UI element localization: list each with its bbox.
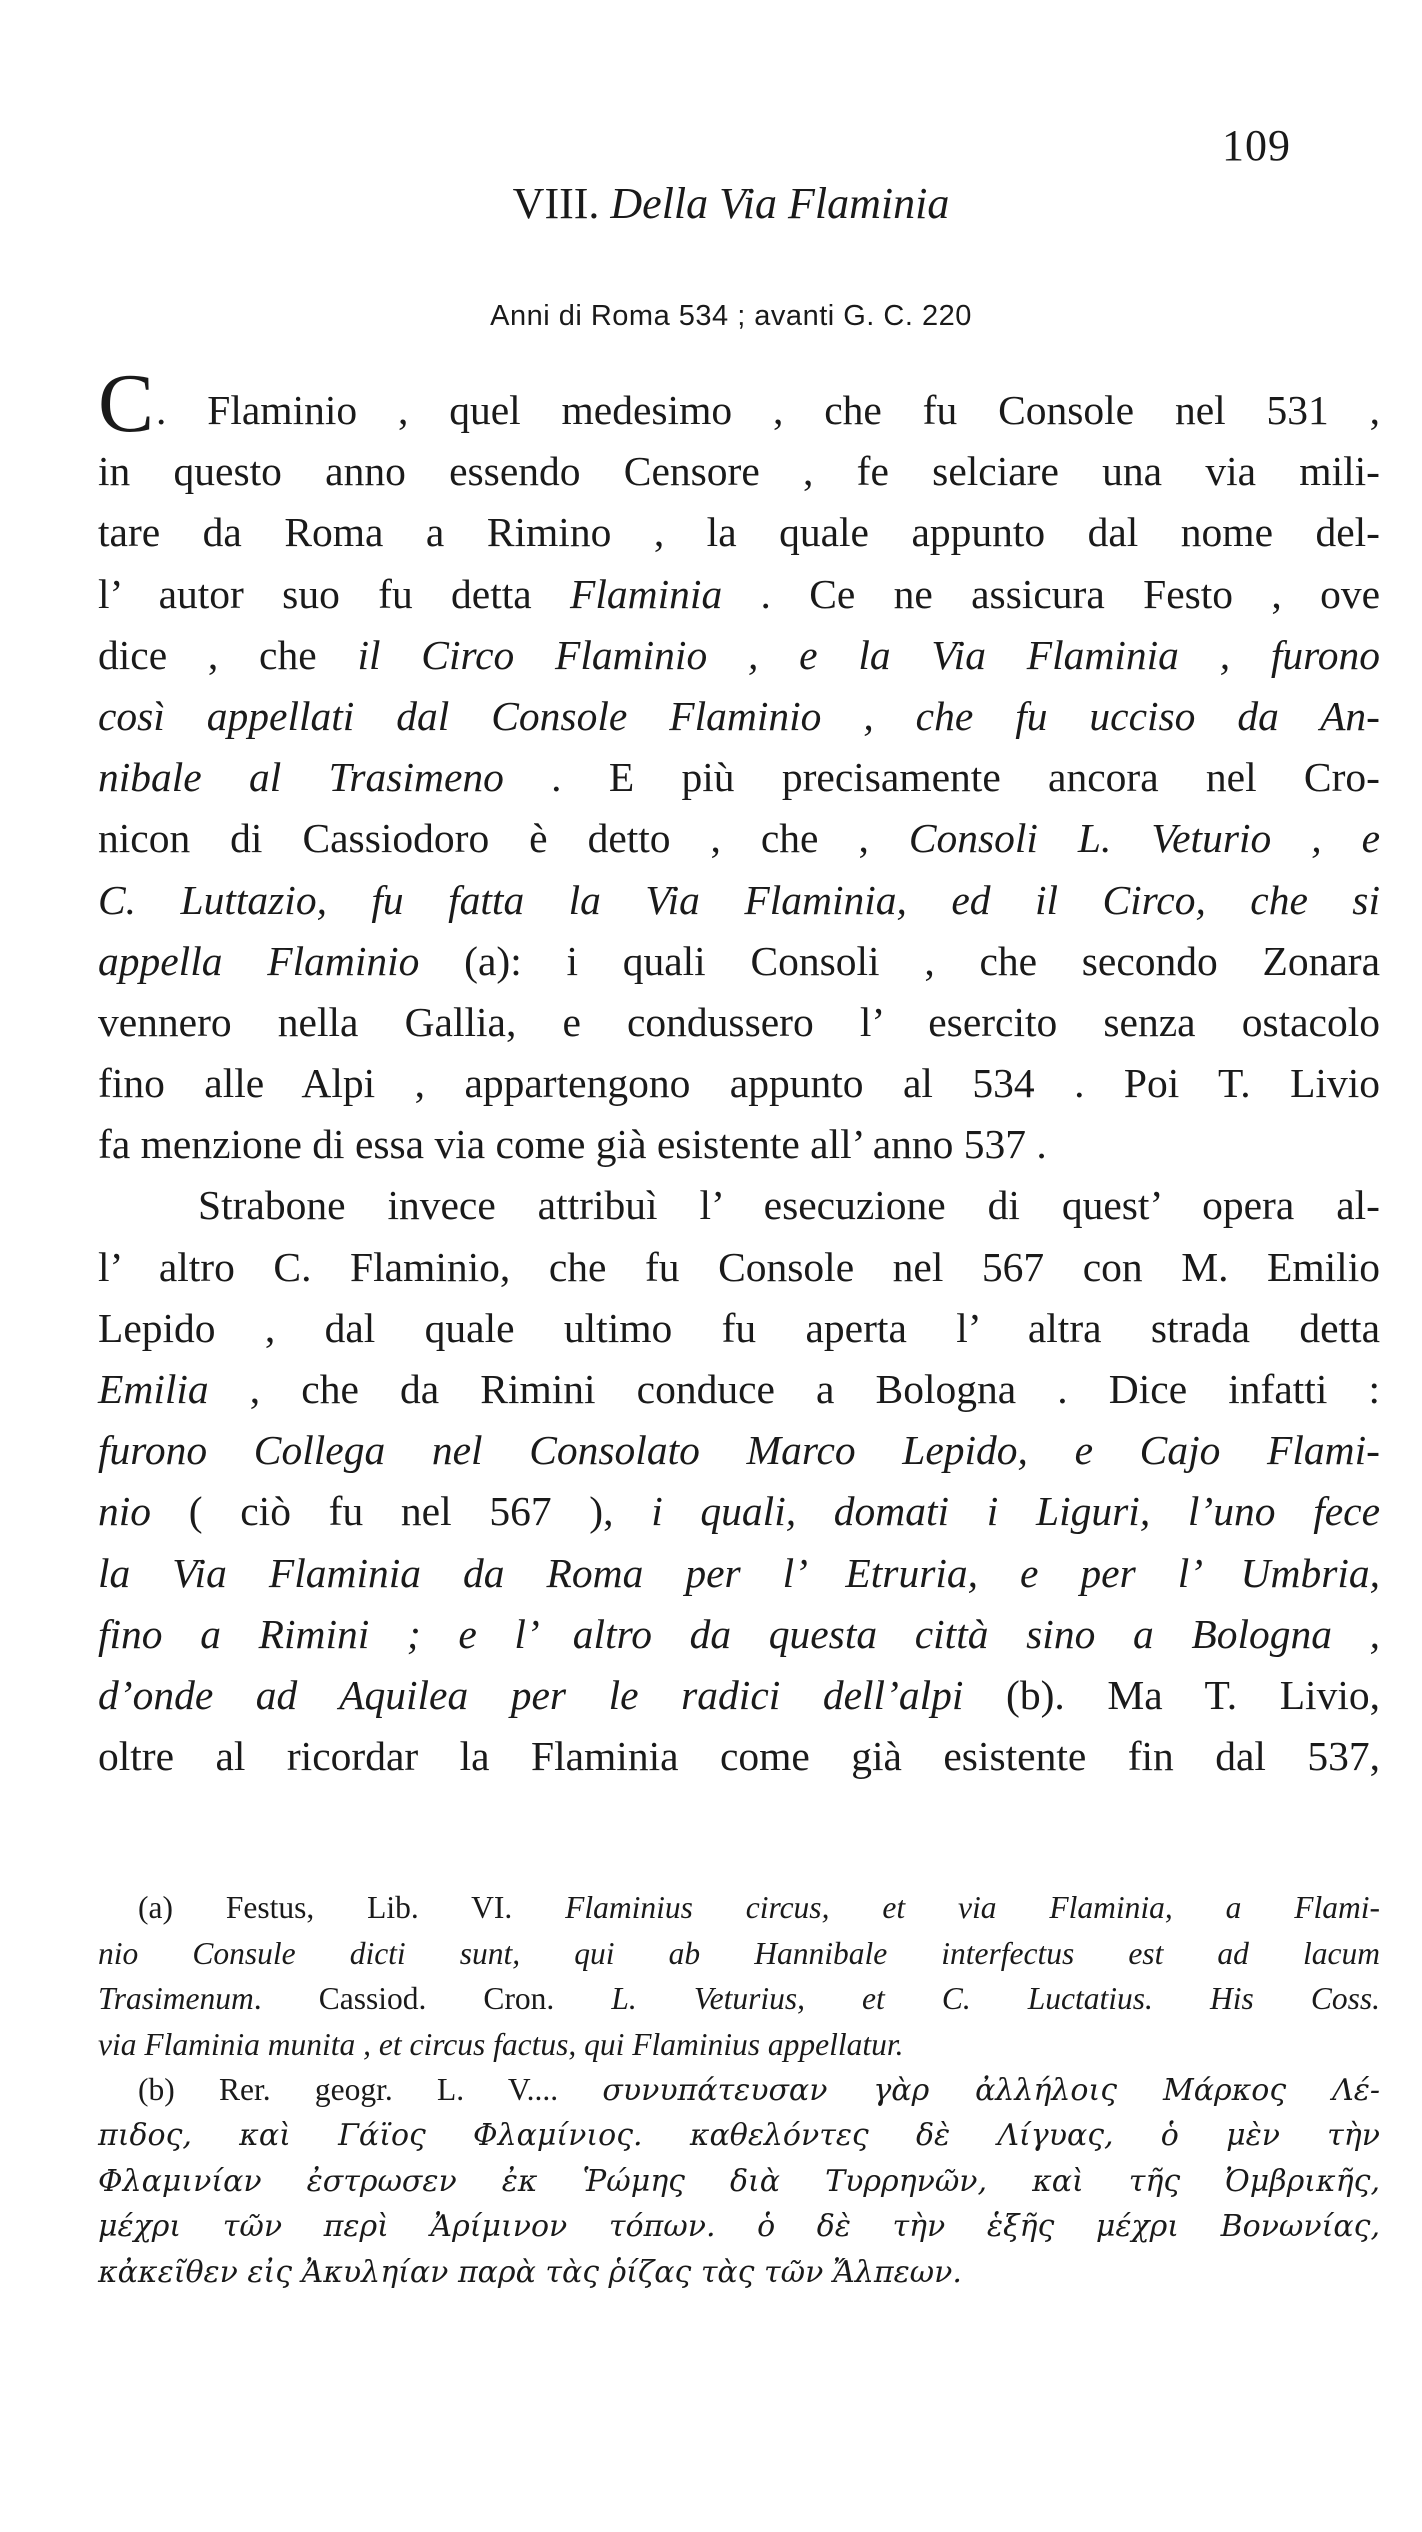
date-line: Anni di Roma 534 ; avanti G. C. 220 [490,300,972,332]
text-line: nicon di Cassiodoro è detto , che , Consoli L. Veturio , e [98,815,1380,862]
text-line: oltre al ricordar la Flaminia come già esistente fin dal 537, [98,1733,1380,1780]
text-line: appella Flaminio (a): i quali Consoli , che secondo Zonara [98,937,1381,984]
page-number: 109 [1222,121,1291,170]
drop-cap: C [98,356,155,450]
text-line: fa menzione di essa via come già esistente all’ anno 537 . [98,1121,1047,1168]
text-line: vennero nella Gallia, e condussero l’ esercito senza ostacolo [98,998,1380,1045]
text-line: così appellati dal Console Flaminio , che fu ucciso da An- [98,692,1380,739]
text-line: C. Luttazio, fu fatta la Via Flaminia, ed il Circo, che si [98,876,1380,923]
footnote-a-line: Trasimenum. Cassiod. Cron. L. Veturius, et C. Luctatius. His Coss. [98,1981,1380,2017]
footnote-b-line: μέχρι τῶν περὶ Ἀρίμινον τόπων. ὁ δὲ τὴν ἑξῆς μέχρι Βονωνίας, [98,2209,1380,2245]
text-line: Emilia , che da Rimini conduce a Bologna . Dice infatti : [98,1366,1380,1412]
text-line: Lepido , dal quale ultimo fu aperta l’ altra strada detta [98,1304,1380,1351]
text-line: tare da Roma a Rimino , la quale appunto dal nome del- [98,509,1380,556]
text-line: nio ( ciò fu nel 567 ), i quali, domati i Liguri, l’uno fece [98,1488,1380,1535]
footnote-b-line: κἀκεῖθεν εἰς Ἀκυληίαν παρὰ τὰς ῥίζας τὰς τῶν Ἄλπεων. [98,2254,962,2290]
footnote-b-line: πιδος, καὶ Γάϊος Φλαμίνιος. καθελόντες δὲ Λίγυας, ὁ μὲν τὴν [98,2117,1380,2153]
footnote-a-line: via Flaminia munita , et circus factus, qui Flaminius appellatur. [98,2026,904,2062]
text-line: d’onde ad Aquilea per le radici dell’alpi (b). Ma T. Livio, [98,1671,1380,1718]
footnote-b-line: (b) Rer. geogr. L. V.... συνυπάτευσαν γὰρ ἀλλήλοις Μάρκος Λέ- [138,2072,1380,2109]
text-line: l’ altro C. Flaminio, che fu Console nel 567 con M. Emilio [98,1243,1380,1290]
text-line: la Via Flaminia da Roma per l’ Etruria, e per l’ Umbria, [98,1549,1380,1596]
text-line: l’ autor suo fu detta Flaminia . Ce ne assicura Festo , ove [98,570,1380,617]
text-line: dice , che il Circo Flaminio , e la Via Flaminia , furono [98,631,1380,678]
text-line: in questo anno essendo Censore , fe selciare una via mili- [98,448,1380,495]
footnotes [98,1885,1380,2295]
text-line: fino alle Alpi , appartengono appunto al 534 . Poi T. Livio [98,1060,1380,1107]
text-line: Strabone invece attribuì l’ esecuzione di quest’ opera al- [198,1182,1380,1229]
text-line: nibale al Trasimeno . E più precisamente ancora nel Cro- [98,754,1380,801]
body-text [98,356,1381,1787]
chapter-title [0,178,1422,229]
chapter-name: Della Via Flaminia [610,179,950,228]
footnote-a-line: nio Consule dicti sunt, qui ab Hannibale interfectus est ad lacum [98,1935,1380,1971]
footnote-b-line: Φλαμινίαν ἐστρωσεν ἐκ Ῥώμης διὰ Τυρρηνῶν, καὶ τῆς Ὀμβρικῆς, [98,2163,1380,2199]
text-line: C. Flaminio , quel medesimo , che fu Console nel 531 , [98,356,1380,450]
text-line: fino a Rimini ; e l’ altro da questa città sino a Bologna , [98,1610,1380,1657]
chapter-roman-numeral: VIII. [512,179,600,228]
text-line: furono Collega nel Consolato Marco Lepido, e Cajo Flami- [98,1427,1380,1474]
footnote-a-line: (a) Festus, Lib. VI. Flaminius circus, et via Flaminia, a Flami- [138,1890,1380,1925]
